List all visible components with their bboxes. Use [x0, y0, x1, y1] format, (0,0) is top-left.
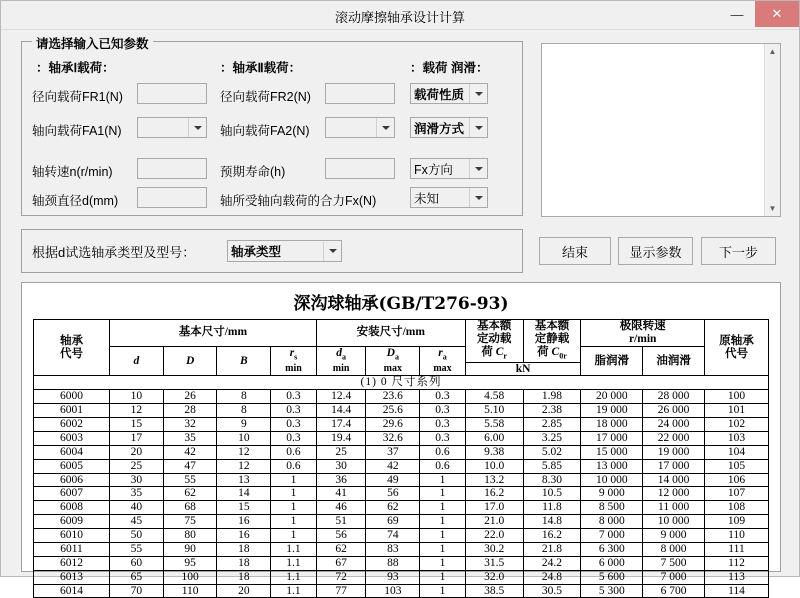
cell-d: 40 [110, 501, 164, 515]
cell-oil: 10 000 [643, 515, 705, 529]
cell-r: 1 [271, 501, 317, 515]
th-d: d [110, 346, 164, 376]
cell-r: 1 [271, 473, 317, 487]
cell-Da: 103 [366, 584, 420, 598]
cell-oil: 19 000 [643, 445, 705, 459]
cell-d: 50 [110, 529, 164, 543]
cell-c0r: 5.02 [523, 445, 581, 459]
th-limit-speed: 极限转速 r/min [581, 320, 705, 347]
cell-cr: 5.58 [465, 418, 523, 432]
th-Da-max: $D_a$ [366, 346, 420, 362]
cell-Da: 83 [366, 542, 420, 556]
cell-orig: 103 [705, 431, 769, 445]
cell-c0r: 30.5 [523, 584, 581, 598]
cell-oil: 7 000 [643, 570, 705, 584]
cell-oil: 11 000 [643, 501, 705, 515]
cell-Da: 25.6 [366, 404, 420, 418]
bearing-select-label: 根据d试选轴承类型及型号： [32, 245, 196, 260]
th-B: B [217, 346, 271, 376]
cell-grease: 6 000 [581, 556, 643, 570]
cell-cr: 16.2 [465, 487, 523, 501]
cell-B: 16 [217, 529, 271, 543]
cell-c0r: 5.85 [523, 459, 581, 473]
cell-c0r: 8.30 [523, 473, 581, 487]
cell-Da: 49 [366, 473, 420, 487]
load-nature-value: 载荷性质 [414, 87, 465, 102]
table-row[interactable] [34, 584, 769, 598]
cell-r: 1 [271, 515, 317, 529]
cell-ra: 0.6 [420, 459, 466, 473]
lubrication-value: 润滑方式 [414, 121, 465, 136]
bearing-table-body [34, 376, 769, 598]
cell-da: 77 [316, 584, 366, 598]
fx-direction-value: Fx方向 [414, 162, 453, 177]
cell-grease: 9 000 [581, 487, 643, 501]
cell-code: 6007 [34, 487, 110, 501]
cell-Da: 93 [366, 570, 420, 584]
speed-input[interactable] [137, 158, 207, 179]
cell-r: 0.6 [271, 445, 317, 459]
chevron-down-icon[interactable] [469, 188, 487, 207]
cell-orig: 104 [705, 445, 769, 459]
cell-d: 60 [110, 556, 164, 570]
cell-B: 14 [217, 487, 271, 501]
cell-orig: 109 [705, 515, 769, 529]
window-controls [719, 1, 799, 27]
cell-D: 68 [163, 501, 217, 515]
cell-orig: 106 [705, 473, 769, 487]
cell-c0r: 2.38 [523, 404, 581, 418]
next-button[interactable]: 下一步 [701, 237, 776, 265]
chevron-down-icon[interactable] [469, 84, 487, 103]
cell-code: 6005 [34, 459, 110, 473]
cell-ra: 0.3 [420, 431, 466, 445]
cell-D: 55 [163, 473, 217, 487]
cell-cr: 13.2 [465, 473, 523, 487]
bearing-type-value: 轴承类型 [231, 245, 282, 259]
cell-B: 18 [217, 570, 271, 584]
table-row[interactable] [34, 445, 769, 459]
cell-c0r: 10.5 [523, 487, 581, 501]
cell-code: 6003 [34, 431, 110, 445]
th-install-dim: 安装尺寸/mm [316, 320, 465, 347]
th-Da-max-sub: max [366, 362, 420, 376]
unknown-combo[interactable] [410, 187, 488, 208]
cell-grease: 13 000 [581, 459, 643, 473]
cell-B: 9 [217, 418, 271, 432]
cell-da: 36 [316, 473, 366, 487]
cell-r: 1.1 [271, 570, 317, 584]
fr1-label: 径向载荷FR1(N) [32, 90, 123, 104]
cell-ra: 1 [420, 529, 466, 543]
parameters-group [21, 37, 523, 216]
cell-ra: 1 [420, 556, 466, 570]
cell-da: 17.4 [316, 418, 366, 432]
cell-oil: 24 000 [643, 418, 705, 432]
table-row[interactable] [34, 418, 769, 432]
chevron-down-icon[interactable] [376, 118, 394, 137]
cell-r: 0.6 [271, 459, 317, 473]
chevron-down-icon[interactable] [323, 242, 341, 261]
cell-cr: 9.38 [465, 445, 523, 459]
cell-B: 12 [217, 459, 271, 473]
cell-da: 62 [316, 542, 366, 556]
cell-Da: 29.6 [366, 418, 420, 432]
table-row[interactable] [34, 501, 769, 515]
cell-cr: 32.0 [465, 570, 523, 584]
bearing-table-panel [21, 282, 781, 597]
cell-ra: 1 [420, 487, 466, 501]
fa1-combo[interactable] [137, 117, 207, 138]
cell-d: 15 [110, 418, 164, 432]
table-row[interactable] [34, 542, 769, 556]
cell-code: 6009 [34, 515, 110, 529]
cell-r: 0.3 [271, 418, 317, 432]
cell-orig: 102 [705, 418, 769, 432]
cell-D: 90 [163, 542, 217, 556]
cell-cr: 10.0 [465, 459, 523, 473]
cell-Da: 56 [366, 487, 420, 501]
th-r-min-sub: min [271, 362, 317, 376]
cell-c0r: 1.98 [523, 390, 581, 404]
cell-da: 41 [316, 487, 366, 501]
show-params-button[interactable]: 显示参数 [618, 237, 693, 265]
cell-B: 10 [217, 431, 271, 445]
shaft-diameter-input[interactable] [137, 187, 207, 208]
chevron-down-icon[interactable] [469, 159, 487, 178]
cell-ra: 1 [420, 584, 466, 598]
cell-da: 25 [316, 445, 366, 459]
cell-oil: 22 000 [643, 431, 705, 445]
th-basic-dim: 基本尺寸/mm [110, 320, 317, 347]
cell-B: 16 [217, 515, 271, 529]
cell-code: 6004 [34, 445, 110, 459]
window-title: 滚动摩擦轴承设计计算 [334, 10, 465, 25]
cell-ra: 0.3 [420, 404, 466, 418]
cell-ra: 1 [420, 570, 466, 584]
th-kn: kN [465, 362, 581, 376]
cell-D: 32 [163, 418, 217, 432]
cell-da: 51 [316, 515, 366, 529]
cell-Da: 42 [366, 459, 420, 473]
cell-ra: 1 [420, 515, 466, 529]
cell-c0r: 24.8 [523, 570, 581, 584]
cell-B: 13 [217, 473, 271, 487]
table-row[interactable] [34, 431, 769, 445]
cell-c0r: 2.85 [523, 418, 581, 432]
lubrication-combo[interactable] [410, 117, 488, 138]
load-nature-combo[interactable] [410, 83, 488, 104]
cell-code: 6013 [34, 570, 110, 584]
cell-da: 67 [316, 556, 366, 570]
cell-oil: 8 000 [643, 542, 705, 556]
cell-d: 55 [110, 542, 164, 556]
cell-D: 26 [163, 390, 217, 404]
parameters-group-title: 请选择输入已知参数 [32, 34, 153, 52]
cell-oil: 28 000 [643, 390, 705, 404]
cell-orig: 108 [705, 501, 769, 515]
bearing1-load-header: ：轴承Ⅰ载荷： [36, 61, 115, 75]
cell-r: 1 [271, 487, 317, 501]
cell-da: 46 [316, 501, 366, 515]
cell-ra: 1 [420, 473, 466, 487]
cell-cr: 5.10 [465, 404, 523, 418]
th-da-min: $d_a$ [316, 346, 366, 362]
cell-da: 12.4 [316, 390, 366, 404]
cell-oil: 26 000 [643, 404, 705, 418]
cell-orig: 105 [705, 459, 769, 473]
table-row[interactable] [34, 459, 769, 473]
cell-orig: 100 [705, 390, 769, 404]
life-input[interactable] [325, 158, 395, 179]
cell-oil: 14 000 [643, 473, 705, 487]
life-label: 预期寿命(h) [220, 165, 286, 179]
unknown-value: 未知 [414, 191, 440, 206]
th-grease: 脂润滑 [581, 346, 643, 376]
th-ra-max: $r_a$ [420, 346, 466, 362]
fx-label: 轴所受轴向载荷的合力Fx(N) [220, 194, 377, 208]
cell-D: 62 [163, 487, 217, 501]
cell-grease: 5 300 [581, 584, 643, 598]
load-lubrication-header: ：载荷 润滑： [410, 61, 489, 75]
cell-Da: 23.6 [366, 390, 420, 404]
cell-D: 47 [163, 459, 217, 473]
th-cr: 基本额 定动载 荷 $C_r$ [465, 320, 523, 363]
cell-D: 28 [163, 404, 217, 418]
cell-d: 20 [110, 445, 164, 459]
cell-grease: 7 000 [581, 529, 643, 543]
cell-c0r: 16.2 [523, 529, 581, 543]
cell-code: 6011 [34, 542, 110, 556]
th-r-min: $r_s$ [271, 346, 317, 362]
cell-orig: 110 [705, 529, 769, 543]
table-row[interactable] [34, 556, 769, 570]
cell-d: 45 [110, 515, 164, 529]
fr2-input[interactable] [325, 83, 395, 104]
cell-r: 0.3 [271, 431, 317, 445]
th-c0r: 基本额 定静载 荷 $C_{0r}$ [523, 320, 581, 363]
cell-code: 6010 [34, 529, 110, 543]
scroll-up-icon[interactable]: ▲ [765, 44, 780, 59]
cell-c0r: 21.8 [523, 542, 581, 556]
cell-c0r: 3.25 [523, 431, 581, 445]
title-bar [1, 1, 799, 30]
cell-cr: 21.0 [465, 515, 523, 529]
cell-cr: 30.2 [465, 542, 523, 556]
fa1-label: 轴向载荷FA1(N) [32, 124, 122, 138]
cell-D: 80 [163, 529, 217, 543]
table-row[interactable] [34, 529, 769, 543]
cell-cr: 22.0 [465, 529, 523, 543]
cell-ra: 0.6 [420, 445, 466, 459]
th-ra-max-sub: max [420, 362, 466, 376]
speed-label: 轴转速n(r/min) [32, 165, 113, 179]
cell-d: 30 [110, 473, 164, 487]
cell-r: 1.1 [271, 556, 317, 570]
cell-code: 6000 [34, 390, 110, 404]
scroll-down-icon[interactable]: ▼ [765, 201, 780, 216]
cell-code: 6002 [34, 418, 110, 432]
th-oil: 油润滑 [643, 346, 705, 376]
cell-D: 95 [163, 556, 217, 570]
fr2-label: 径向载荷FR2(N) [220, 90, 311, 104]
cell-code: 6014 [34, 584, 110, 598]
cell-da: 14.4 [316, 404, 366, 418]
table-row[interactable] [34, 487, 769, 501]
cell-oil: 9 000 [643, 529, 705, 543]
cell-code: 6008 [34, 501, 110, 515]
cell-B: 18 [217, 542, 271, 556]
cell-D: 75 [163, 515, 217, 529]
cell-cr: 4.58 [465, 390, 523, 404]
cell-D: 42 [163, 445, 217, 459]
cell-grease: 5 600 [581, 570, 643, 584]
bearing-table [33, 319, 769, 598]
cell-Da: 69 [366, 515, 420, 529]
section-label: (1) 0 尺寸系列 [34, 376, 769, 390]
cell-Da: 62 [366, 501, 420, 515]
cell-grease: 19 000 [581, 404, 643, 418]
cell-code: 6012 [34, 556, 110, 570]
cell-ra: 0.3 [420, 418, 466, 432]
cell-d: 17 [110, 431, 164, 445]
fr1-input[interactable] [137, 83, 207, 104]
cell-B: 8 [217, 404, 271, 418]
cell-grease: 8 000 [581, 515, 643, 529]
cell-D: 35 [163, 431, 217, 445]
table-row[interactable] [34, 473, 769, 487]
results-panel[interactable] [541, 43, 781, 217]
cell-grease: 15 000 [581, 445, 643, 459]
cell-cr: 17.0 [465, 501, 523, 515]
cell-orig: 112 [705, 556, 769, 570]
cell-B: 12 [217, 445, 271, 459]
cell-ra: 1 [420, 501, 466, 515]
cell-c0r: 11.8 [523, 501, 581, 515]
minimize-icon[interactable]: — [719, 1, 755, 27]
cell-oil: 17 000 [643, 459, 705, 473]
bearing2-load-header: ：轴承Ⅱ载荷： [220, 61, 302, 75]
cell-da: 30 [316, 459, 366, 473]
table-row[interactable] [34, 570, 769, 584]
cell-ra: 0.3 [420, 390, 466, 404]
cell-B: 15 [217, 501, 271, 515]
cell-d: 25 [110, 459, 164, 473]
cell-D: 100 [163, 570, 217, 584]
fx-direction-combo[interactable] [410, 158, 488, 179]
th-code: 轴承 代号 [34, 320, 110, 376]
cell-d: 70 [110, 584, 164, 598]
cell-grease: 18 000 [581, 418, 643, 432]
cell-d: 10 [110, 390, 164, 404]
cell-code: 6001 [34, 404, 110, 418]
cell-ra: 1 [420, 542, 466, 556]
cell-c0r: 14.8 [523, 515, 581, 529]
chevron-down-icon[interactable] [469, 118, 487, 137]
cell-Da: 37 [366, 445, 420, 459]
th-D: D [163, 346, 217, 376]
cell-r: 1 [271, 529, 317, 543]
th-orig-code: 原轴承 代号 [705, 320, 769, 376]
cell-B: 8 [217, 390, 271, 404]
bearing-type-combo[interactable] [227, 240, 342, 262]
cell-d: 65 [110, 570, 164, 584]
cell-cr: 38.5 [465, 584, 523, 598]
close-icon[interactable]: ✕ [755, 1, 799, 27]
shaft-diameter-label: 轴颈直径d(mm) [32, 194, 119, 208]
cell-cr: 6.00 [465, 431, 523, 445]
results-scrollbar[interactable] [764, 44, 780, 216]
cell-B: 18 [217, 556, 271, 570]
bearing-table-title: 深沟球轴承(GB/T276-93) [293, 294, 509, 314]
cell-d: 12 [110, 404, 164, 418]
table-row[interactable] [34, 515, 769, 529]
cell-cr: 31.5 [465, 556, 523, 570]
cell-da: 72 [316, 570, 366, 584]
cell-code: 6006 [34, 473, 110, 487]
th-da-min-sub: min [316, 362, 366, 376]
table-section-row [34, 376, 769, 390]
cell-da: 56 [316, 529, 366, 543]
bearing-select-group [21, 229, 523, 273]
cell-da: 19.4 [316, 431, 366, 445]
cell-r: 1.1 [271, 584, 317, 598]
cell-oil: 12 000 [643, 487, 705, 501]
table-row[interactable] [34, 390, 769, 404]
fa2-label: 轴向载荷FA2(N) [220, 124, 310, 138]
cell-orig: 113 [705, 570, 769, 584]
cell-Da: 88 [366, 556, 420, 570]
cell-orig: 114 [705, 584, 769, 598]
cell-r: 0.3 [271, 390, 317, 404]
cell-d: 35 [110, 487, 164, 501]
cell-oil: 7 500 [643, 556, 705, 570]
cell-grease: 6 300 [581, 542, 643, 556]
fa2-combo[interactable] [325, 117, 395, 138]
cell-grease: 20 000 [581, 390, 643, 404]
cell-grease: 17 000 [581, 431, 643, 445]
cell-r: 1.1 [271, 542, 317, 556]
cell-Da: 32.6 [366, 431, 420, 445]
cell-Da: 74 [366, 529, 420, 543]
cell-orig: 101 [705, 404, 769, 418]
cell-grease: 8 500 [581, 501, 643, 515]
finish-button[interactable]: 结束 [539, 237, 611, 265]
chevron-down-icon[interactable] [188, 118, 206, 137]
table-row[interactable] [34, 404, 769, 418]
cell-B: 20 [217, 584, 271, 598]
cell-orig: 111 [705, 542, 769, 556]
cell-oil: 6 700 [643, 584, 705, 598]
cell-r: 0.3 [271, 404, 317, 418]
cell-c0r: 24.2 [523, 556, 581, 570]
cell-grease: 10 000 [581, 473, 643, 487]
cell-D: 110 [163, 584, 217, 598]
cell-orig: 107 [705, 487, 769, 501]
